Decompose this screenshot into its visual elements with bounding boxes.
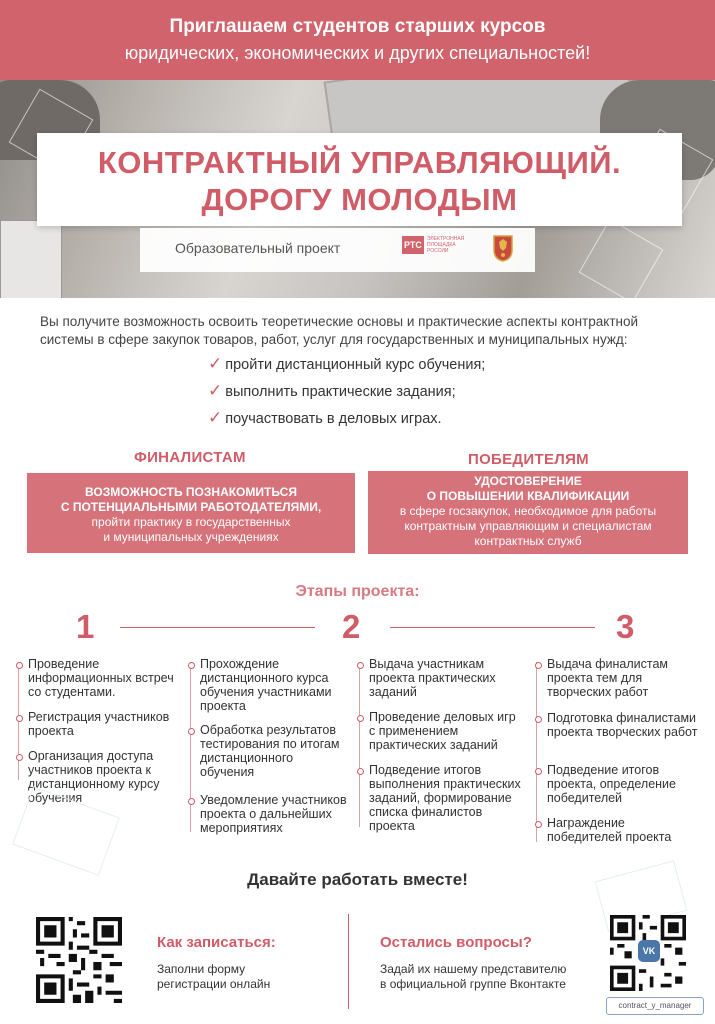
- bullet-icon: [16, 754, 23, 761]
- vk-logo-glyph: VK: [642, 946, 656, 956]
- benefit-item: [208, 354, 485, 374]
- bullet-icon: [357, 662, 364, 669]
- stage-item-text: Проведение информационных встреч со студентами.: [28, 657, 174, 699]
- stage-item: [547, 816, 702, 844]
- bottom-divider: [348, 914, 349, 1009]
- winners-heading: ПОБЕДИТЕЛЯМ: [468, 451, 589, 468]
- stage-item: [200, 657, 350, 713]
- questions-heading: Остались вопросы?: [380, 934, 532, 951]
- questions-text-1: Задай их нашему представителю: [380, 962, 567, 976]
- stage-item-text: Организация доступа участников проекта к дистанционному курсу обучения: [28, 749, 160, 805]
- signup-text: [157, 962, 270, 992]
- finalists-box: [27, 473, 355, 553]
- stage-item-text: Подведение итогов проекта, определение победителей: [547, 763, 676, 805]
- stage-item-text: Уведомление участников проекта о дальнейших мероприятиях: [200, 793, 347, 835]
- subtitle-card: [140, 228, 535, 272]
- stage-item-text: Обработка результатов тестирования по итогам дистанционного обучения: [200, 723, 340, 779]
- stage-item-text: Подведение итогов выполнения практических заданий, формирование списка финалистов проекта: [369, 763, 521, 833]
- stage-connector: [120, 627, 315, 628]
- bullet-icon: [188, 798, 195, 805]
- stage-item-text: Награждение победителей проекта: [547, 816, 672, 844]
- winners-text-1: в сфере госзакупок, необходимое для работы: [399, 504, 657, 518]
- questions-text-2: в официальной группе Вконтакте: [380, 977, 566, 991]
- winners-bold-1: УДОСТОВЕРЕНИЕ: [474, 474, 582, 488]
- benefit-text: поучаствовать в деловых играх.: [225, 411, 442, 427]
- stage-item-text: Прохождение дистанционного курса обучения участниками проекта: [200, 657, 332, 713]
- stage-item: [547, 711, 702, 739]
- winners-text-2: контрактным управляющим и специалистам: [404, 519, 652, 533]
- signup-text-1: Заполни форму: [157, 962, 246, 976]
- signup-heading: Как записаться:: [157, 934, 276, 951]
- winners-box: [368, 471, 688, 554]
- subtitle: Образовательный проект: [175, 240, 341, 256]
- rts-name: ЭЛЕКТРОННАЯ ПЛОЩАДКА РОССИИ: [427, 236, 465, 254]
- photo-calculator: [0, 220, 62, 298]
- check-icon: ✓: [208, 354, 223, 373]
- timeline-line: [190, 662, 191, 832]
- banner-line-1: Приглашаем студентов старших курсов: [169, 16, 546, 37]
- coat-of-arms-icon: [492, 234, 514, 262]
- bullet-icon: [535, 716, 542, 723]
- call-to-action: Давайте работать вместе!: [247, 870, 468, 889]
- stage-item-text: Выдача участникам проекта практических заданий: [369, 657, 496, 699]
- stage-item-text: Проведение деловых игр с применением практических заданий: [369, 710, 516, 752]
- title-line-2: ДОРОГУ МОЛОДЫМ: [201, 182, 518, 217]
- benefit-text: пройти дистанционный курс обучения;: [225, 357, 486, 373]
- check-icon: ✓: [208, 381, 223, 400]
- banner-line-2: юридических, экономических и других специальностей!: [124, 43, 591, 63]
- stage-item-text: Регистрация участников проекта: [28, 710, 170, 738]
- questions-text: [380, 962, 566, 992]
- stage-item: [200, 793, 350, 835]
- stage-connector: [390, 627, 595, 628]
- check-icon: ✓: [208, 408, 223, 427]
- stage-item: [547, 763, 707, 805]
- stage-item-text: Выдача финалистам проекта тем для творческих работ: [547, 657, 669, 699]
- stage-item: [28, 657, 178, 699]
- bullet-icon: [357, 768, 364, 775]
- stage-number-2: 2: [342, 608, 361, 645]
- stage-item: [369, 710, 519, 752]
- benefit-item: [208, 408, 442, 428]
- stage-item: [369, 763, 529, 833]
- signup-text-2: регистрации онлайн: [157, 977, 271, 991]
- bullet-icon: [188, 728, 195, 735]
- benefit-text: выполнить практические задания;: [225, 384, 456, 400]
- winners-text-3: контрактных служб: [474, 534, 582, 548]
- stage-item: [547, 657, 702, 699]
- rts-logo: РТС: [402, 236, 424, 254]
- bullet-icon: [16, 662, 23, 669]
- bullet-icon: [535, 821, 542, 828]
- qr-code-signup[interactable]: [36, 917, 122, 1003]
- vk-handle[interactable]: contract_y_manager: [606, 997, 704, 1015]
- winners-bold-2: О ПОВЫШЕНИИ КВАЛИФИКАЦИИ: [426, 489, 630, 503]
- stages-heading: Этапы проекта:: [295, 583, 420, 600]
- timeline-line: [536, 662, 537, 842]
- bullet-icon: [535, 662, 542, 669]
- title-line-1: КОНТРАКТНЫЙ УПРАВЛЯЮЩИЙ.: [97, 145, 622, 180]
- intro-text: Вы получите возможность освоить теоретические основы и практические аспекты контрактной системы в сфере закупок товаров, работ, услуг для государственных и муниципальных нужд:: [40, 314, 639, 347]
- stage-number-3: 3: [616, 608, 635, 645]
- benefit-item: [208, 381, 456, 401]
- finalists-text-1: пройти практику в государственных: [91, 515, 291, 529]
- title-card: [37, 133, 682, 226]
- stage-item: [28, 710, 178, 738]
- finalists-bold-1: ВОЗМОЖНОСТЬ ПОЗНАКОМИТЬСЯ: [85, 485, 297, 499]
- finalists-bold-2: С ПОТЕНЦИАЛЬНЫМИ РАБОТОДАТЕЛЯМИ,: [60, 500, 322, 514]
- bullet-icon: [357, 715, 364, 722]
- finalists-text-2: и муниципальных учреждениях: [103, 530, 279, 544]
- stage-item: [369, 657, 529, 699]
- finalists-heading: ФИНАЛИСТАМ: [134, 449, 246, 466]
- hex-decoration: [579, 219, 664, 298]
- timeline-line: [359, 662, 360, 827]
- bullet-icon: [188, 662, 195, 669]
- bullet-icon: [16, 715, 23, 722]
- stage-item: [200, 723, 350, 779]
- bullet-icon: [535, 768, 542, 775]
- stage-number-1: 1: [76, 608, 95, 645]
- top-banner: [0, 0, 715, 80]
- stage-item-text: Подготовка финалистами проекта творческих работ: [547, 711, 698, 739]
